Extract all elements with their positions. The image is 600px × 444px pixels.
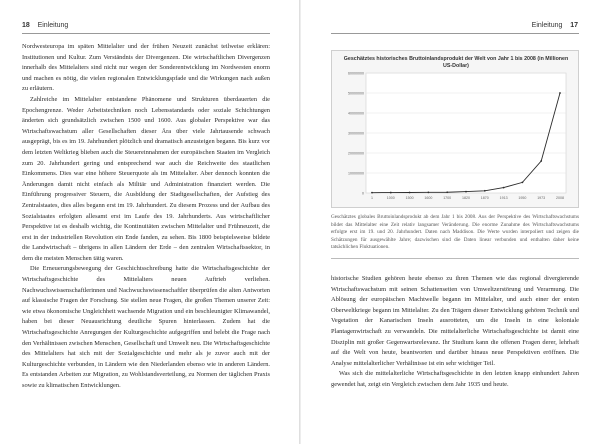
left-page xyxy=(0,0,299,444)
x-tick-label: 1950 xyxy=(518,196,527,200)
gdp-chart-figure xyxy=(331,50,579,208)
page-number-left: 18 xyxy=(22,22,30,29)
y-tick-label: 50000000 xyxy=(348,91,364,96)
header-rule-right xyxy=(331,33,579,34)
caption-rule xyxy=(331,258,579,259)
gdp-chart xyxy=(332,51,580,209)
data-point xyxy=(446,191,448,193)
data-point xyxy=(390,192,392,194)
running-head-right xyxy=(532,22,578,29)
right-page xyxy=(301,0,600,444)
figure-caption: Geschätztes globales Bruttoinlandsprodukt ab dem Jahr 1 bis 2008. Aus der Perspektive des Wirtschaftswachstums bildet das Mittelalter eine Zeit relativ langsamer Veränderung. Die enorme Zunahme des Wirtschaftswachstums erfolgte erst im 19. und 20. Jahrhundert. Daten nach Maddison. Die Werte wurden interpoliert und zeigen die Schätzungen für ausgewählte Jahre; dazwischen sind die Daten linear verbunden und enthalten daher keine tatsächlichen Fluktuationen. xyxy=(331,214,579,251)
paragraph: historische Studien gehören heute ebenso zu ihren Themen wie das regional divergierende Wirtschaftswachstum mit seinen Schattenseiten von Umweltzerstörung und Verarmung. Die Ablösung der europäischen Machtwelle begann im Mittelalter, und auch einer der ersten Oberweltkriege begann im Mittelalter. Zu den Trägern dieser Entwicklung gehören Technik und Vegetation der Kanarischen Inseln ausrotteten, um die Inseln in eine koloniale Plantagenwirtschaft zu verwandeln. Die mittelalterliche Wirtschaftsgeschichte ist damit eine Disziplin mit großer Gegenwartsrelevanz. Ihr Studium kann die offenen Fragen derer, lehrhaft auf die Welt von heute, beantworten und darüber hinaus neue Perspektiven eröffnen. Die Analyse mittelalterlicher Verhältnisse ist ein sehr wichtiger Teil. xyxy=(331,275,579,367)
x-tick-label: 1500 xyxy=(405,196,414,200)
paragraph: Was sich die mittelalterliche Wirtschaftsgeschichte in den letzten knapp einhundert Jahren gewendet hat, zeigt ein Vergleich zwischen dem Jahr 1935 und heute. xyxy=(331,370,579,388)
y-tick-label: 20000000 xyxy=(348,151,364,156)
data-point xyxy=(371,192,373,194)
x-tick-label: 1913 xyxy=(499,196,508,200)
y-tick-label: 0 xyxy=(362,191,364,196)
y-tick-label: 60000000 xyxy=(348,71,364,76)
x-tick-label: 1973 xyxy=(537,196,546,200)
data-point xyxy=(409,192,411,194)
paragraph: Nordwesteuropa im späten Mittelalter und der frühen Neuzeit zunächst teilweise erklären: Institutionen und Kultur. Zum Verständnis der Divergenzen. Die wirtschaftlichen Divergenzen innerhalb des Mittelalters sind nicht nur wegen der Sonderentwicklung im Nordwesten enorm und machen es nötig, die vielen regionalen Entwicklungspfade und die Wirkungen nach außen zu erläutern. xyxy=(22,43,270,93)
running-head-left xyxy=(22,22,68,29)
x-tick-label: 1870 xyxy=(480,196,489,200)
data-point xyxy=(465,191,467,193)
paragraph: Die Erneuerungsbewegung der Geschichtsschreibung hatte die Wirtschaftsgeschichte der Wirtschaftsgeschichte des Mittelalters neuen Auftrieb verliehen. Nachwuchswissenschaftlerinnen und Nachwuchswissenschaftler überprüfen die alten Antworten auf klassische Fragen der Forschung. Sie stellen neue Fragen, die großen Themen unserer Zeit: wie etwa ökonomische Ungleichheit wachsende Migration und ein beschleunigter Klimawandel, haben bei dieser Neuausrichtung deutliche Spuren hinterlassen. Zudem hat die Wirtschaftsgeschichte Anregungen der Kulturgeschichte aufgegriffen und belebt die Frage nach den Verhältnissen zwischen Menschen, Gesellschaft und Umwelt neu. Die Wirtschaftsgeschichte des Mittelalters hat sich mit der Sozialgeschichte und mehr als je zuvor auch mit der Kulturgeschichte verbunden, in Ländern wie den Niederlanden ebenso wie in anderen Ländern. Es entstanden Arbeiten zur Migration, zu Wohlstandsverteilung, zu Normen der täglichen Praxis sowie zu klimatischen Entwicklungen. xyxy=(22,265,270,389)
data-point xyxy=(484,190,486,192)
x-tick-label: 1700 xyxy=(443,196,452,200)
data-point xyxy=(503,187,505,189)
data-point xyxy=(428,191,430,193)
y-tick-label: 10000000 xyxy=(348,171,364,176)
y-tick-label: 30000000 xyxy=(348,131,364,136)
chart-title: Geschätztes historisches Bruttoinlandsprodukt der Welt von Jahr 1 bis 2008 (in Millionen US-Dollar) xyxy=(343,56,569,69)
running-head-title-left: Einleitung xyxy=(37,22,69,29)
data-point xyxy=(559,92,561,94)
right-body-text xyxy=(331,274,579,438)
x-tick-label: 2008 xyxy=(556,196,564,200)
paragraph: Zahlreiche im Mittelalter entstandene Phänomene und Strukturen überdauerten die Epochengrenze. Weder Arbeitstechniken noch Lebensstandards oder soziale Schichtungen änderten sich grundsätzlich zwischen 1500 und 1600. Aus globaler Perspektive war das Wirtschaftswachstum aller Gesellschaften dieser Ära über viele Jahrtausende schwach ausgeprägt, bis es im 19. Jahrhundert plötzlich und dramatisch anzusteigen begann. Bis kurz vor dem letzten Weltkrieg blieben auch die Steuereinnahmen der europäischen Staaten im Vergleich zum 20. Jahrhundert gering und entsprechend war auch die Reichweite des staatlichen Einkommens. Dies war eine höhere Steuerquote als im Mittelalter. Aber dennoch konnten die Änderungen damit nicht einfach als Militär und Administration finanziert werden. Die Einführung progressiver Steuern, die Ausbildung der Stadtgesellschaften, der Aufstieg des Zentralstaates, dies alles begann erst im 19. Jahrhundert. Zu diesem Prozess und der Aufbau des Sozialstaates erfolgten allesamt erst im Laufe des 19. Jahrhunderts. Aus wirtschaftlicher Perspektive ist es deshalb wichtig, die Kontinuitäten zwischen Mittelalter und Frühneuzeit, die erst in der industriellen Revolution ein Ende fanden, zu sehen. Bis 1800 beispielsweise bildete die Landwirtschaft – übrigens in allen Ländern der Erde – den zentralen Wirtschaftssektor, in dem die meisten Menschen tätig waren. xyxy=(22,95,270,262)
x-tick-label: 1 xyxy=(371,196,373,200)
header-rule-left xyxy=(22,33,270,34)
x-tick-label: 1820 xyxy=(462,196,470,200)
x-tick-label: 1600 xyxy=(424,196,433,200)
data-point xyxy=(522,182,524,184)
left-body-text xyxy=(22,42,270,438)
page-number-right: 17 xyxy=(570,22,578,29)
running-head-title-right: Einleitung xyxy=(531,22,563,29)
data-point xyxy=(540,160,542,162)
x-tick-label: 1000 xyxy=(386,196,395,200)
y-tick-label: 40000000 xyxy=(348,111,364,116)
